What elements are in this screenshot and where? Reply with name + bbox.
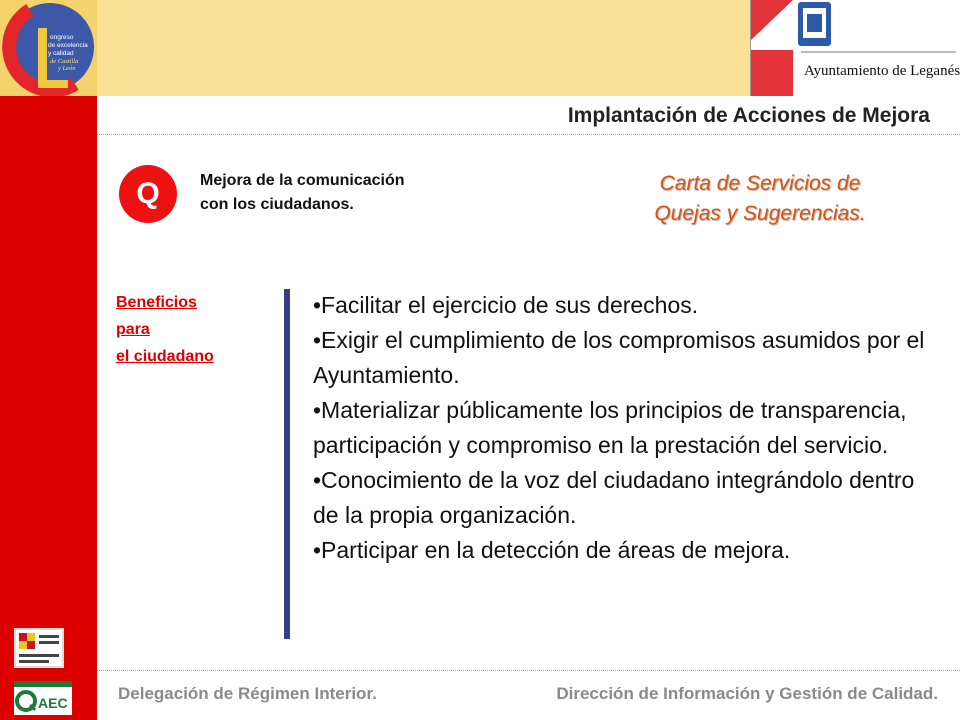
- congress-logo-text-3: y calidad: [48, 50, 74, 57]
- benefit-item: •Conocimiento de la voz del ciudadano integrándolo dentro de la propia organización.: [313, 467, 915, 528]
- junta-castilla-leon-emblem: [14, 628, 64, 668]
- benefits-list: [313, 288, 933, 568]
- page-title: Implantación de Acciones de Mejora: [567, 104, 930, 127]
- benefit-item: •Facilitar el ejercicio de sus derechos.: [313, 292, 699, 318]
- footer-divider: [97, 670, 960, 671]
- city-council-name: Ayuntamiento de Leganés: [804, 63, 960, 79]
- aec-logo: [14, 681, 72, 715]
- service-charter-title: Carta de Servicios de Quejas y Sugerencias.: [654, 172, 866, 225]
- congress-logo-text-5: y León: [58, 65, 76, 72]
- header-divider: [97, 134, 960, 135]
- benefits-label: [116, 289, 214, 370]
- congress-logo-text-4: de Castilla: [50, 58, 79, 65]
- footer-directorate: Dirección de Información y Gestión de Calidad.: [556, 684, 938, 703]
- benefit-item: •Materializar públicamente los principios de transparencia, participación y compromiso en la prestación del servicio.: [313, 397, 907, 458]
- footer-department: Delegación de Régimen Interior.: [118, 684, 377, 703]
- benefits-label-line-1: Beneficios: [116, 294, 197, 311]
- benefits-label-line-2: para: [116, 321, 150, 338]
- topic-text: Mejora de la comunicación con los ciudadanos.: [200, 172, 405, 213]
- junta-castilla-leon-logo: [14, 628, 64, 668]
- city-council-emblem: [751, 0, 960, 96]
- benefits-label-line-3: el ciudadano: [116, 348, 214, 365]
- aec-emblem: [14, 681, 72, 715]
- congress-logo-text-1: ongreso: [50, 34, 74, 41]
- benefit-item: •Participar en la detección de áreas de mejora.: [313, 537, 791, 563]
- left-red-sidebar: [0, 0, 97, 720]
- quality-badge: Q: [119, 165, 177, 223]
- header-banner: [97, 0, 750, 96]
- congress-logo: [0, 0, 97, 96]
- vertical-divider: [284, 289, 290, 639]
- congress-logo-graphic: [0, 0, 97, 96]
- aec-logo-text: AEC: [38, 695, 68, 711]
- benefit-item: •Exigir el cumplimiento de los compromisos asumidos por el Ayuntamiento.: [313, 327, 925, 388]
- congress-logo-text-2: de excelencia: [48, 42, 88, 49]
- city-council-logo-box: [750, 0, 960, 96]
